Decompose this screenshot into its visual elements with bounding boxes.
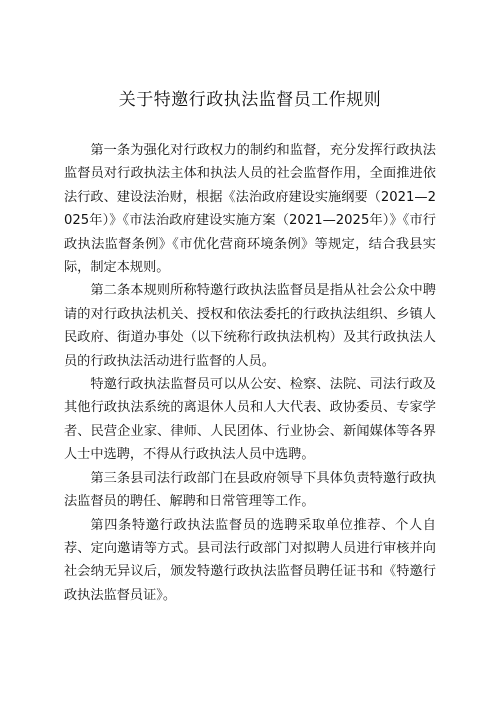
paragraph-article-3: 第三条县司法行政部门在县政府领导下具体负责特邀行政执法监督员的聘任、解聘和日常管理等工作。	[64, 470, 436, 510]
paragraph-article-4: 第四条特邀行政执法监督员的选聘采取单位推荐、个人自荐、定向邀请等方式。县司法行政部门对拟聘人员进行审核并向社会纳无异议后，颁发特邀行政执法监督员聘任证书和《特邀行政执法监督员证》。	[64, 517, 436, 603]
paragraph-article-2-continued: 特邀行政执法监督员可以从公安、检察、法院、司法行政及其他行政执法系统的离退休人员和人大代表、政协委员、专家学者、民营企业家、律师、人民团体、行业协会、新闻媒体等各界人士中选聘，不得从行政执法人员中选聘。	[64, 377, 436, 463]
paragraph-article-2: 第二条本规则所称特邀行政执法监督员是指从社会公众中聘请的对行政执法机关、授权和依法委托的行政执法组织、乡镇人民政府、街道办事处（以下统称行政执法机构）及其行政执法人员的行政执法活动进行监督的人员。	[64, 283, 436, 369]
document-body	[64, 139, 436, 607]
paragraph-article-1: 第一条为强化对行政权力的制约和监督，充分发挥行政执法监督员对行政执法主体和执法人员的社会监督作用，全面推进依法行政、建设法治财，根据《法治政府建设实施纲要（2021—2025年）》《市法治政府建设实施方案（2021—2025年）》《市行政执法监督条例》《市优化营商环境条例》等规定，结合我县实际，制定本规则。	[64, 143, 436, 276]
document-title: 关于特邀行政执法监督员工作规则	[118, 90, 382, 110]
